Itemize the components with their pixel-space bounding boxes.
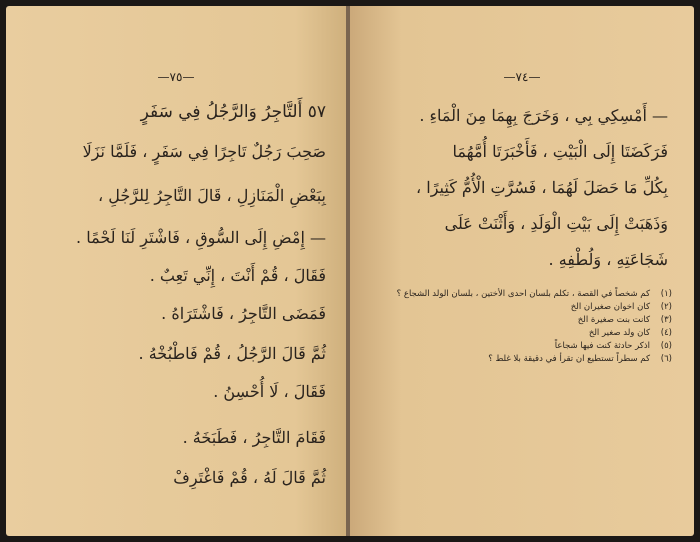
open-book xyxy=(6,6,694,536)
text-line: — إِمْضِ إِلَى السُّوقِ ، فَاشْتَرِ لَنَا لَحْمًا . xyxy=(76,228,326,247)
text-line: فَقَالَ ، لَا أُحْسِنُ . xyxy=(213,382,326,401)
text-line: فَقَامَ التَّاجِرُ ، فَطَبَخَهُ . xyxy=(182,428,326,447)
text-line: — أَمْسِكِي بِي ، وَخَرَجَ بِهِمَا مِنَ الْمَاءِ . xyxy=(419,106,668,125)
question-item: (٦)كم سطراً تستطيع ان تقرأ في دقيقة بلا غلط ؟ xyxy=(488,354,672,364)
page-number: —٧٥— xyxy=(157,70,195,84)
story-title: ٥٧ أَلتَّاجِرُ وَالرَّجُلُ فِي سَفَرٍ xyxy=(140,102,326,122)
question-item: (٢)كان اخوان صغيران الخ xyxy=(570,302,672,312)
text-line: ثُمَّ قَالَ لَهُ ، قُمْ فَاغْتَرِفْ xyxy=(173,468,326,487)
question-item: (٤)كان ولد صغير الخ xyxy=(588,328,672,338)
text-line: ثُمَّ قَالَ الرَّجُلُ ، قُمْ فَاطْبُخْهُ . xyxy=(138,344,326,363)
text-line: صَحِبَ رَجُلٌ تَاجِرًا فِي سَفَرٍ ، فَلَمَّا نَزَلَا xyxy=(82,142,326,161)
text-line: فَرَكَضَتَا إِلَى الْبَيْتِ ، فَأَخْبَرَتَا أُمَّهُمَا xyxy=(452,142,668,161)
question-item: (٣)كانت بنت صغيرة الخ xyxy=(577,315,672,325)
left-page xyxy=(6,6,346,536)
page-number: —٧٤— xyxy=(503,70,541,84)
text-line: بِكُلِّ مَا حَصَلَ لَهُمَا ، فَسُرَّتِ الْأُمُّ كَثِيرًا ، xyxy=(416,178,668,197)
text-line: وَذَهَبَتْ إِلَى بَيْتِ الْوَلَدِ ، وَأَثْنَتْ عَلَى xyxy=(444,214,668,233)
question-item: (٥)اذكر حادثة كنت فيها شجاعاً xyxy=(554,341,672,351)
text-line: شَجَاعَتِهِ ، وَلُطْفِهِ . xyxy=(548,250,668,269)
text-line: بِبَعْضِ الْمَنَازِلِ ، قَالَ التَّاجِرُ لِلرَّجُلِ ، xyxy=(98,186,326,205)
text-line: فَمَضَى التَّاجِرُ ، فَاشْتَرَاهُ . xyxy=(161,304,326,323)
right-page xyxy=(350,6,694,536)
question-item: (١)كم شخصاً في القصة ، تكلم بلسان احدى الأختين ، بلسان الولد الشجاع ؟ xyxy=(396,289,672,299)
text-line: فَقَالَ ، قُمْ أَنْتَ ، إِنِّي تَعِبٌ . xyxy=(149,266,326,285)
